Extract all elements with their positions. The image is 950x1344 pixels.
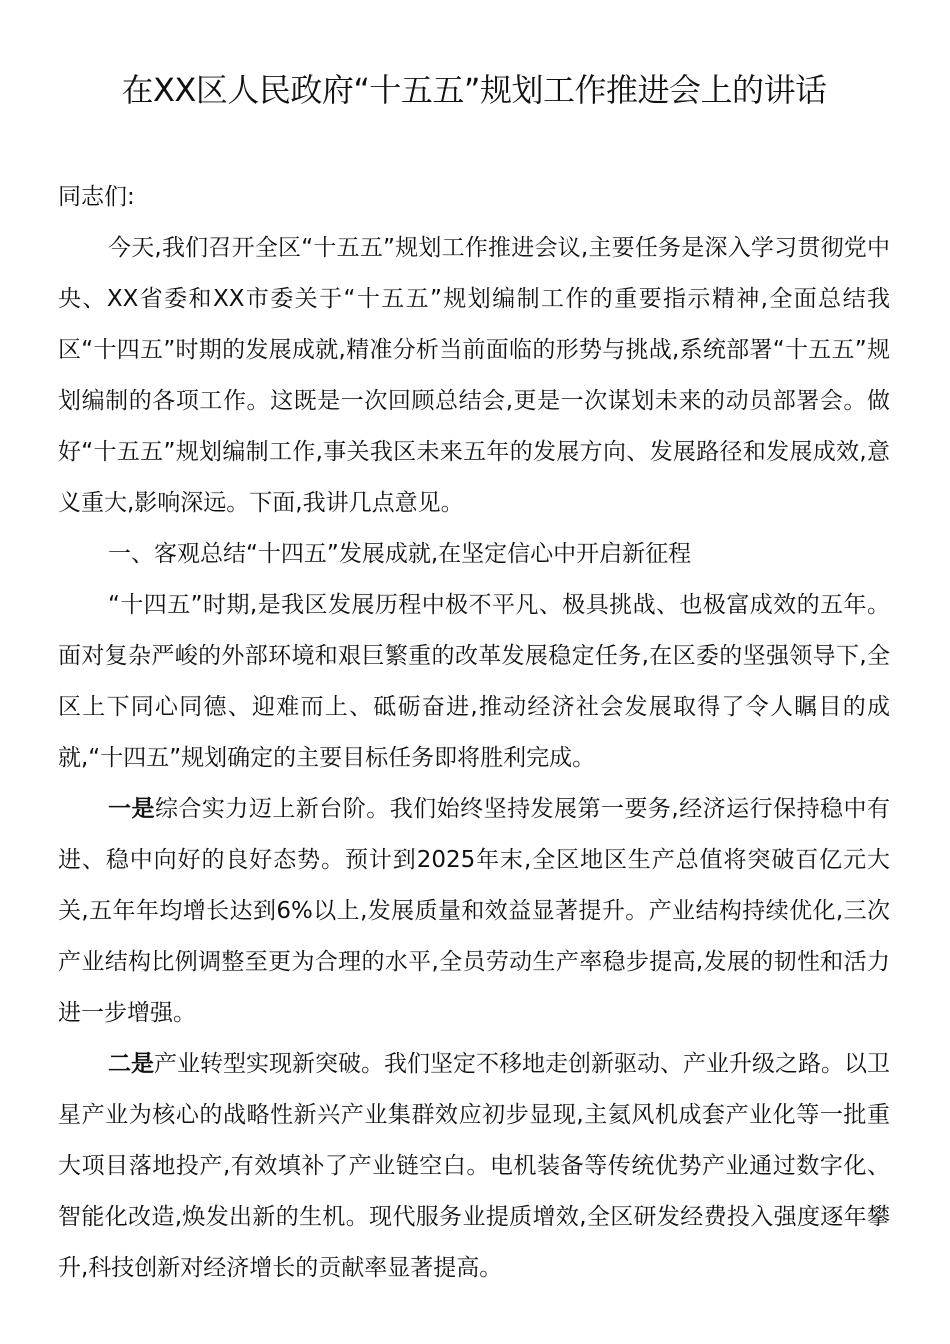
- document-body: [58, 172, 890, 1294]
- salutation: 同志们:: [58, 184, 135, 210]
- section-1-paragraph: “十四五”时期,是我区发展历程中极不平凡、极具挑战、也极富成效的五年。面对复杂严峻的外部环境和艰巨繁重的改革发展稳定任务,在区委的坚强领导下,全区上下同心同德、迎难而上、砥砺奋进,推动经济社会发展取得了令人瞩目的成就,“十四五”规划确定的主要目标任务即将胜利完成。: [58, 592, 890, 771]
- point-1-lead: 一是: [108, 796, 155, 822]
- point-2-text: 产业转型实现新突破。我们坚定不移地走创新驱动、产业升级之路。以卫星产业为核心的战略性新兴产业集群效应初步显现,主氦风机成套产业化等一批重大项目落地投产,有效填补了产业链空白。电机装备等传统优势产业通过数字化、智能化改造,焕发出新的生机。现代服务业提质增效,全区研发经费投入强度逐年攀升,科技创新对经济增长的贡献率显著提高。: [58, 1051, 890, 1281]
- intro-paragraph: 今天,我们召开全区“十五五”规划工作推进会议,主要任务是深入学习贯彻党中央、XX省委和XX市委关于“十五五”规划编制工作的重要指示精神,全面总结我区“十四五”时期的发展成就,精准分析当前面临的形势与挑战,系统部署“十五五”规划编制的各项工作。这既是一次回顾总结会,更是一次谋划未来的动员部署会。做好“十五五”规划编制工作,事关我区未来五年的发展方向、发展路径和发展成效,意义重大,影响深远。下面,我讲几点意见。: [58, 235, 890, 516]
- point-2-lead: 二是: [108, 1051, 154, 1077]
- section-heading-1: 一、客观总结“十四五”发展成就,在坚定信心中开启新征程: [108, 541, 692, 567]
- point-1-text: 综合实力迈上新台阶。我们始终坚持发展第一要务,经济运行保持稳中有进、稳中向好的良好态势。预计到2025年末,全区地区生产总值将突破百亿元大关,五年年均增长达到6%以上,发展质量和效益显著提升。产业结构持续优化,三次产业结构比例调整至更为合理的水平,全员劳动生产率稳步提高,发展的韧性和活力进一步增强。: [58, 796, 891, 1026]
- point-2-paragraph: [58, 1039, 890, 1294]
- page-title: 在XX区人民政府“十五五”规划工作推进会上的讲话: [121, 71, 827, 109]
- point-1-paragraph: [58, 784, 890, 1039]
